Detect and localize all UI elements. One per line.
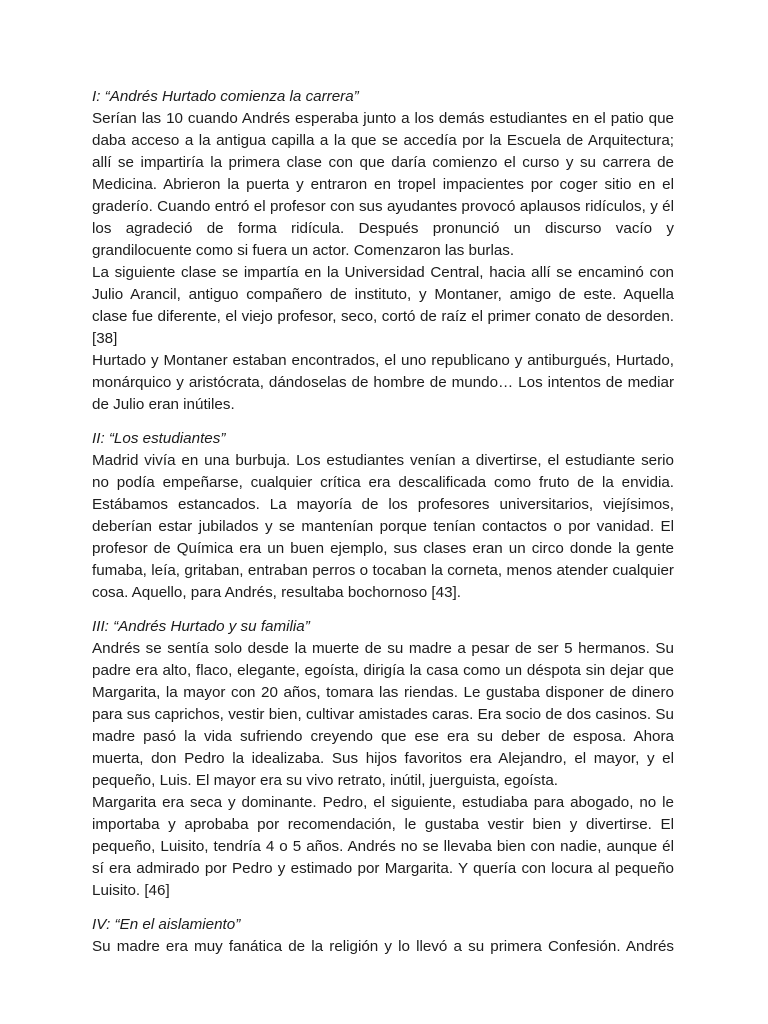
section-1 xyxy=(92,86,674,416)
section-2 xyxy=(92,428,674,604)
paragraph: Hurtado y Montaner estaban encontrados, el uno republicano y antiburgués, Hurtado, monárquico y aristócrata, dándoselas de hombre de mundo… Los intentos de mediar de Julio eran inútiles. xyxy=(92,352,674,413)
paragraph: Serían las 10 cuando Andrés esperaba junto a los demás estudiantes en el patio que daba acceso a la antigua capilla a la que se accedía por la Escuela de Arquitectura; allí se impartiría la primera clase con que daría comienzo el curso y su carrera de Medicina. Abrieron la puerta y entraron en tropel impacientes por coger sitio en el graderío. Cuando entró el profesor con sus ayudantes provocó aplausos ridículos, y él los agradeció de forma ridícula. Después pronunció un discurso vacío y grandilocuente como si fuera un actor. Comenzaron las burlas. xyxy=(92,110,674,259)
section-heading: IV: “En el aislamiento” xyxy=(92,916,241,933)
paragraph: Margarita era seca y dominante. Pedro, el siguiente, estudiaba para abogado, no le importaba y aprobaba por recomendación, le gustaba vestir bien y divertirse. El pequeño, Luisito, tendría 4 o 5 años. Andrés no se llevaba bien con nadie, aunque él sí era admirado por Pedro y estimado por Margarita. Y quería con locura al pequeño Luisito. [46] xyxy=(92,794,674,899)
section-heading: II: “Los estudiantes” xyxy=(92,430,226,447)
document-page xyxy=(92,86,674,958)
section-heading: I: “Andrés Hurtado comienza la carrera” xyxy=(92,88,359,105)
paragraph: La siguiente clase se impartía en la Universidad Central, hacia allí se encaminó con Julio Arancil, antiguo compañero de instituto, y Montaner, amigo de este. Aquella clase fue diferente, el viejo profesor, seco, cortó de raíz el primer conato de desorden.[38] xyxy=(92,264,674,347)
section-heading: III: “Andrés Hurtado y su familia” xyxy=(92,618,310,635)
paragraph: Su madre era muy fanática de la religión y lo llevó a su primera Confesión. Andrés xyxy=(92,938,674,955)
section-4 xyxy=(92,914,674,958)
section-3 xyxy=(92,616,674,902)
paragraph: Madrid vivía en una burbuja. Los estudiantes venían a divertirse, el estudiante serio no podía empeñarse, cualquier crítica era descalificada como fruto de la envidia. Estábamos estancados. La mayoría de los profesores universitarios, viejísimos, deberían estar jubilados y se mantenían porque tenían contactos o por vanidad. El profesor de Química era un buen ejemplo, sus clases eran un circo donde la gente fumaba, leía, gritaban, entraban perros o tocaban la corneta, menos atender cualquier cosa. Aquello, para Andrés, resultaba bochornoso [43]. xyxy=(92,452,674,601)
paragraph: Andrés se sentía solo desde la muerte de su madre a pesar de ser 5 hermanos. Su padre era alto, flaco, elegante, egoísta, dirigía la casa como un déspota sin dejar que Margarita, la mayor con 20 años, tomara las riendas. Le gustaba disponer de dinero para sus caprichos, vestir bien, cultivar amistades caras. Era socio de dos casinos. Su madre pasó la vida sufriendo creyendo que ese era su deber de esposa. Ahora muerta, don Pedro la idealizaba. Sus hijos favoritos era Alejandro, el mayor, y el pequeño, Luis. El mayor era su vivo retrato, inútil, juerguista, egoísta. xyxy=(92,640,674,789)
